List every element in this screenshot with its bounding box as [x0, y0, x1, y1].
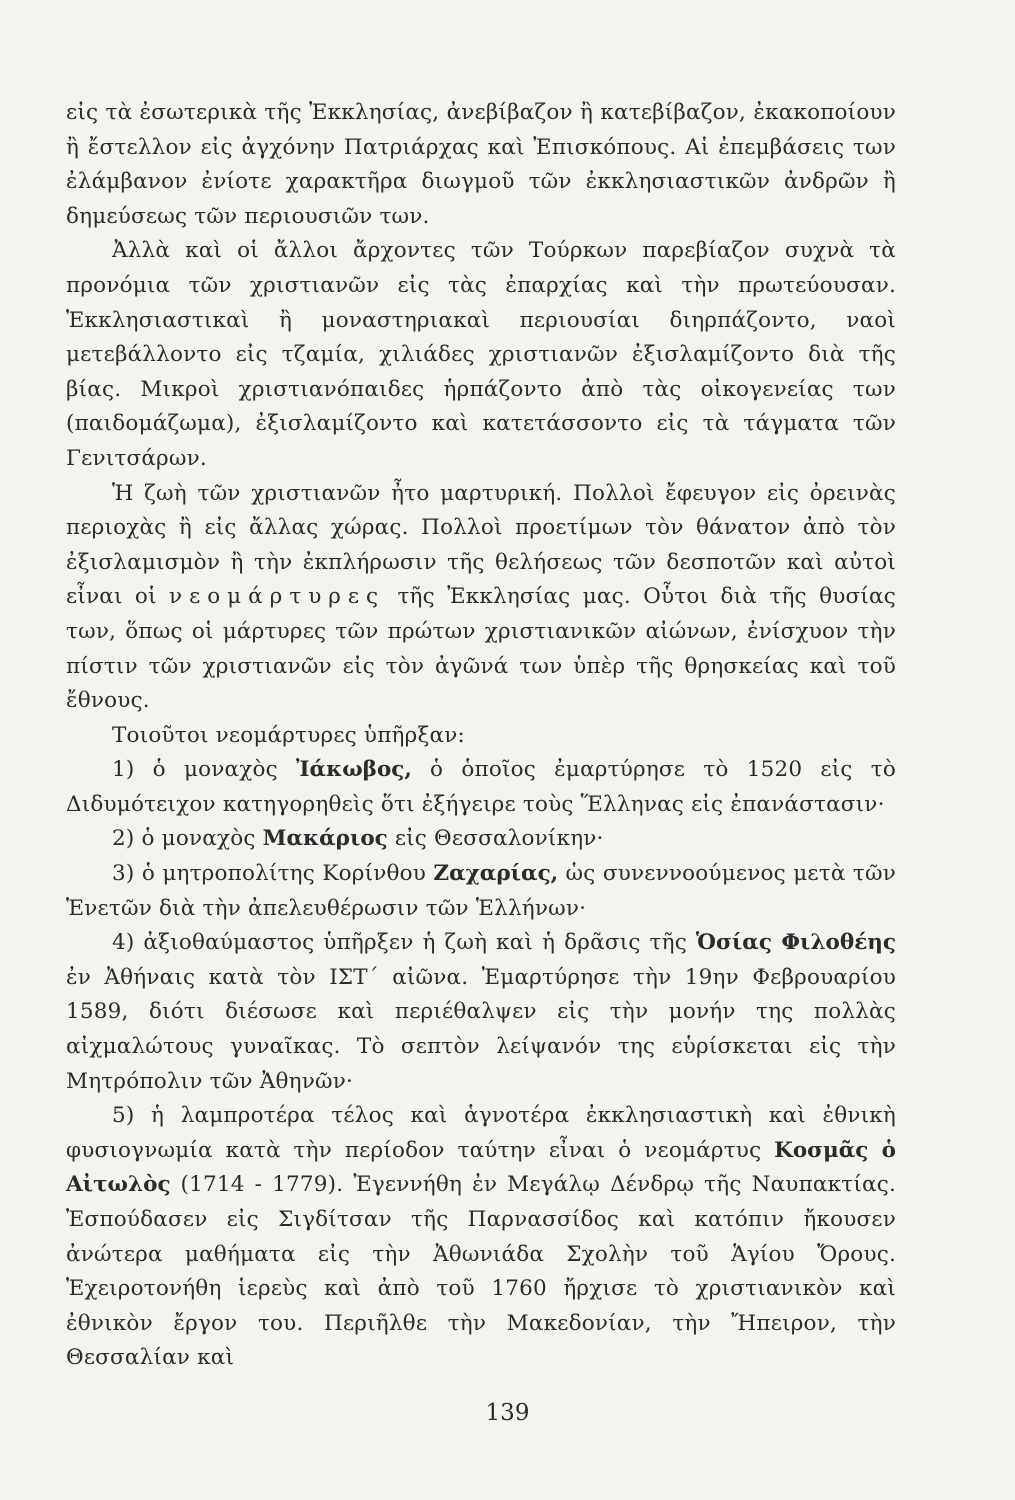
list-item-3-text-b: ὡς συνεννοούμενος μετὰ τῶν Ἑνετῶν διὰ τὴν ἀπελευθέρωσιν τῶν Ἑλλήνων·: [66, 861, 896, 921]
list-item-2-text-a: 2) ὁ μοναχὸς: [112, 826, 263, 852]
list-item-2-text-b: εἰς Θεσσαλονίκην·: [387, 826, 604, 852]
name-iakovos: Ἰάκωβος,: [296, 757, 412, 783]
list-item-5-text-a: 5) ἡ λαμπροτέρα τέλος καὶ ἁγνοτέρα ἐκκλησιαστικὴ καὶ ἐθνικὴ φυσιογνωμία κατὰ τὴν περίοδον ταύτην εἶναι ὁ νεομάρτυς: [66, 1103, 896, 1163]
list-item-1-text-a: 1) ὁ μοναχὸς: [112, 757, 297, 783]
name-osia-filothei: Ὁσίας Φιλοθέης: [695, 930, 897, 956]
list-item-1-text-b: ὁ ὁποῖος ἐμαρτύρησε τὸ 1520 εἰς τὸ Διδυμότειχον κατηγορηθεὶς ὅτι ἐξήγειρε τοὺς Ἕλληνας εἰς ἐπανάστασιν·: [66, 757, 896, 817]
list-item-3-text-a: 3) ὁ μητροπολίτης Κορίνθου: [112, 861, 434, 887]
list-item-1: [66, 753, 896, 822]
name-makarios: Μακάριος: [262, 826, 388, 852]
paragraph-4: Τοιοῦτοι νεομάρτυρες ὑπῆρξαν:: [112, 722, 465, 748]
list-item-2: [66, 822, 896, 857]
name-kosmas-aitolos: Κοσμᾶς ὁ Αἰτωλὸς: [66, 1137, 897, 1198]
paragraph-3-text-a: Ἡ ζωὴ τῶν χριστιανῶν ἦτο μαρτυρική. Πολλοὶ ἔφευγον εἰς ὀρεινὰς περιοχὰς ἢ εἰς ἄλλας χώρας. Πολλοὶ προετίμων τὸν θάνατον ἀπὸ τὸν ἐξισλαμισμὸν ἢ τὴν ἐκπλήρωσιν τῆς θελήσεως τῶν δεσποτῶν καὶ αὐτοὶ εἶναι οἱ: [66, 480, 896, 610]
paragraph-1: εἰς τὰ ἐσωτερικὰ τῆς Ἐκκλησίας, ἀνεβίβαζον ἢ κατεβίβαζον, ἐκακοποίουν ἢ ἔστελλον εἰς ἀγχόνην Πατριάρχας καὶ Ἐπισκόπους. Αἱ ἐπεμβάσεις των ἐλάμβανον ἐνίοτε χαρακτῆρα διωγμοῦ τῶν ἐκκλησιαστικῶν ἀνδρῶν ἢ δημεύσεως τῶν περιουσιῶν των.: [66, 100, 896, 229]
list-item-5: [66, 1099, 896, 1376]
list-item-4: [66, 926, 896, 1099]
list-item-4-text-b: ἐν Ἀθήναις κατὰ τὸν ΙΣΤ΄ αἰῶνα. Ἐμαρτύρησε τὴν 19ην Φεβρουαρίου 1589, διότι διέσωσε καὶ περιέθαλψεν εἰς τὴν μονήν της πολλὰς αἰχμαλώτους γυναῖκας. Τὸ σεπτὸν λείψανόν της εὑρίσκεται εἰς τὴν Μητρόπολιν τῶν Ἀθηνῶν·: [66, 964, 896, 1094]
list-item-5-text-b: (1714 - 1779). Ἐγεννήθη ἐν Μεγάλῳ Δένδρῳ τῆς Ναυπακτίας. Ἐσπούδασεν εἰς Σιγδίτσαν τῆς Παρνασσίδος καὶ κατόπιν ἤκουσεν ἀνώτερα μαθήματα εἰς τὴν Ἀθωνιάδα Σχολὴν τοῦ Ἁγίου Ὄρους. Ἐχειροτονήθη ἱερεὺς καὶ ἀπὸ τοῦ 1760 ἤρχισε τὸ χριστιανικὸν καὶ ἐθνικὸν ἔργον του. Περιῆλθε τὴν Μακεδονίαν, τὴν Ἤπειρον, τὴν Θεσσαλίαν καὶ: [66, 1172, 896, 1371]
list-item-4-text-a: 4) ἀξιοθαύμαστος ὑπῆρξεν ἡ ζωὴ καὶ ἡ δρᾶσις τῆς: [112, 930, 696, 956]
spaced-term-neomartyres: νεομάρτυρες: [169, 584, 386, 610]
body-text: [66, 96, 896, 1376]
paragraph-3-text-b: τῆς Ἐκκλησίας μας. Οὗτοι διὰ τῆς θυσίας των, ὅπως οἱ μάρτυρες τῶν πρώτων χριστιανικῶν αἰώνων, ἐνίσχυον τὴν πίστιν τῶν χριστιανῶν εἰς τὸν ἀγῶνά των ὑπὲρ τῆς θρησκείας καὶ τοῦ ἔθνους.: [66, 584, 896, 714]
name-zacharias: Ζαχαρίας,: [433, 861, 559, 887]
page-number: 139: [485, 1400, 530, 1426]
paragraph-3: [66, 477, 896, 719]
paragraph-2: Ἀλλὰ καὶ οἱ ἄλλοι ἄρχοντες τῶν Τούρκων παρεβίαζον συχνὰ τὰ προνόμια τῶν χριστιανῶν εἰς τὰς ἐπαρχίας καὶ τὴν πρωτεύουσαν. Ἐκκλησιαστικαὶ ἢ μοναστηριακαὶ περιουσίαι διηρπάζοντο, ναοὶ μετεβάλλοντο εἰς τζαμία, χιλιάδες χριστιανῶν ἐξισλαμίζοντο διὰ τῆς βίας. Μικροὶ χριστιανόπαιδες ἡρπάζοντο ἀπὸ τὰς οἰκογενείας των (παιδομάζωμα), ἐξισλαμίζοντο καὶ κατετάσσοντο εἰς τὰ τάγματα τῶν Γενιτσάρων.: [66, 238, 896, 471]
list-item-3: [66, 857, 896, 926]
